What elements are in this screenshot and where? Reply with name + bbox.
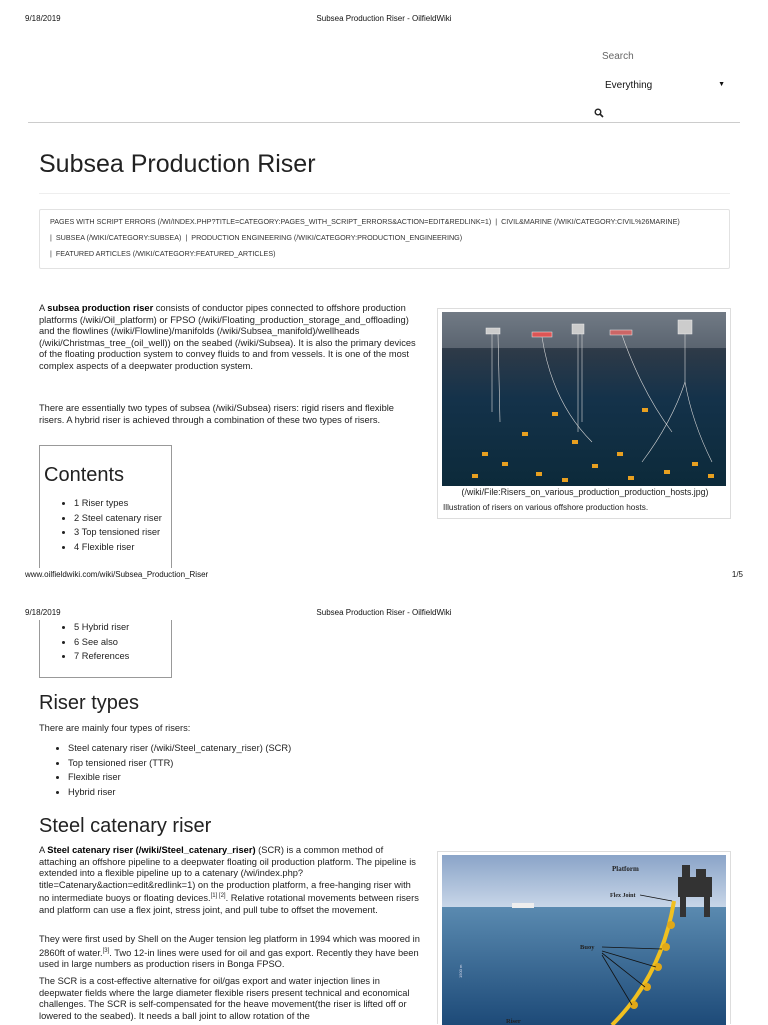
figure-scr [437, 851, 731, 1024]
toc-item[interactable]: • 4 Flexible riser [74, 540, 162, 555]
category-link[interactable]: CIVIL&MARINE (/WIKI/CATEGORY:CIVIL%26MARINE) [501, 217, 680, 226]
scr-text: A [39, 845, 48, 855]
toc-item[interactable]: • 7 References [74, 649, 129, 664]
scr-bold-link[interactable]: Steel catenary riser (/wiki/Steel_catenary_riser) [47, 845, 256, 855]
header-divider [28, 122, 740, 123]
print-title: Subsea Production Riser - OilfieldWiki [316, 14, 452, 23]
list-item: • Top tensioned riser (TTR) [68, 756, 291, 771]
page-number: 1/5 [731, 570, 743, 579]
search-input[interactable]: Search [602, 51, 634, 62]
toc-item[interactable]: • 5 Hybrid riser [74, 620, 129, 635]
list-item: • Steel catenary riser (/wiki/Steel_catenary_riser) (SCR) [68, 741, 291, 756]
citation[interactable]: [1] [2] [210, 893, 226, 900]
print-date: 9/18/2019 [25, 608, 61, 617]
figure-label-platform: Platform [612, 865, 639, 873]
scr-paragraph-3: The SCR is a cost-effective alternative for oil/gas export and water injection lines in deepwater fields where the large diameter flexible risers present technical and economical challenges. The SCR is self-compensated for the heave movement(the riser is lifted off or lowered to the seabed). It needs a ball joint to allow rotation of the [39, 976, 410, 1021]
print-title: Subsea Production Riser - OilfieldWiki [316, 608, 452, 617]
print-url: www.oilfieldwiki.com/wiki/Subsea_Production_Riser [25, 570, 209, 579]
intro-text: A [39, 303, 48, 313]
intro-text: consists of conductor pipes connected to offshore production platforms (/wiki/Oil_platform) or FPSO (/wiki/Floating_production_storage_and_offloading) and the flowlines (/wiki/Flowline)/manifolds (/wiki/Subsea_manifold)/wellheads (/wiki/Christmas_tree_(oil_well)) on the seabed (/wiki/Subsea). It is also the primary devices of the floating production system to convey fluids to and from vessels. It is one of the most complex aspects of a deepwater production system. [39, 303, 416, 371]
toc-item[interactable]: • 1 Riser types [74, 496, 162, 511]
intro-bold-term: subsea production riser [47, 303, 154, 313]
section-heading-scr: Steel catenary riser [39, 815, 212, 837]
category-box: PAGES WITH SCRIPT ERRORS (/WI/INDEX.PHP?TITLE=CATEGORY:PAGES_WITH_SCRIPT_ERRORS&ACTION=EDIT&REDLINK=1) | CIVIL&MARINE (/WIKI/CATEGORY:CIVIL%26MARINE) | SUBSEA (/WIKI/CATEGORY:SUBSEA) | PRODUCTION ENGINEERING (/WIKI/CATEGORY:PRODUCTION_ENGINEERING) | FEATURED ARTICLES (/WIKI/CATEGORY:FEATURED_ARTICLES) [39, 209, 730, 269]
title-divider [39, 193, 730, 194]
scr-text: . Two 12-in lines were used for oil and gas export. Recently they have been used in large numbers as production risers in Bonga FPSO. [39, 947, 419, 970]
section-heading-riser-types: Riser types [39, 692, 140, 714]
scope-select-value: Everything [605, 80, 653, 91]
figure-label-depth: 1500 m [458, 964, 463, 978]
list-item: • Flexible riser [68, 770, 291, 785]
category-link[interactable]: PRODUCTION ENGINEERING (/WIKI/CATEGORY:PRODUCTION_ENGINEERING) [191, 233, 463, 242]
scr-text: . Relative rotational movements between risers and platform can use a flex joint, stress joint, and pull tube to offset the movement. [39, 893, 419, 916]
list-item: • Hybrid riser [68, 785, 291, 800]
scr-paragraph-1 [39, 845, 423, 917]
table-of-contents-continued [39, 620, 172, 678]
riser-types-list [50, 741, 291, 800]
category-link[interactable]: FEATURED ARTICLES (/WIKI/CATEGORY:FEATURED_ARTICLES) [55, 249, 276, 258]
riser-types-intro: There are mainly four types of risers: [39, 723, 191, 733]
figure-link[interactable]: (/wiki/File:Risers_on_various_production_production_hosts.jpg) [461, 487, 709, 497]
riser-types-paragraph: There are essentially two types of subsea (/wiki/Subsea) risers: rigid risers and flexible risers. A hybrid riser is achieved through a combination of these two types of risers. [39, 403, 394, 425]
category-link[interactable]: PAGES WITH SCRIPT ERRORS (/WI/INDEX.PHP?TITLE=CATEGORY:PAGES_WITH_SCRIPT_ERRORS&ACTION=EDIT&REDLINK=1) [50, 217, 492, 226]
category-link[interactable]: SUBSEA (/WIKI/CATEGORY:SUBSEA) [55, 233, 182, 242]
figure-label-flex-joint: Flex Joint [610, 893, 636, 899]
scr-paragraph-2 [39, 934, 423, 971]
figure-risers [437, 308, 731, 519]
intro-paragraph [39, 303, 421, 373]
scr-text: They were first used by Shell on the Auger tension leg platform in 1994 which was moored in 2860ft of water. [39, 934, 420, 958]
search-icon[interactable] [594, 105, 604, 115]
toc-item[interactable]: • 3 Top tensioned riser [74, 525, 162, 540]
chevron-down-icon: ▼ [718, 81, 725, 88]
contents-title: Contents [44, 464, 125, 486]
toc-item[interactable]: • 2 Steel catenary riser [74, 511, 162, 526]
table-of-contents [39, 445, 172, 568]
scope-select[interactable] [605, 80, 727, 91]
citation[interactable]: [3] [102, 947, 110, 954]
print-date: 9/18/2019 [25, 14, 61, 23]
figure-label-buoy: Buoy [580, 944, 595, 951]
figure-label-riser: Riser [506, 1018, 521, 1025]
scr-illustration [442, 855, 726, 1025]
scr-text: (SCR) is a common method of attaching an offshore pipeline to a deepwater floating oil production platform. The pipeline is extended into a flexible pipeline up to a catenary (/wi/index.php?title=Catenary&action=edit&redlink=1) on the production platform, a free-hanging riser with no intermediate buoys or floating devices. [39, 845, 416, 904]
toc-item[interactable]: • 6 See also [74, 635, 129, 650]
figure-caption: Illustration of risers on various offshore production hosts. [443, 503, 649, 512]
risers-illustration [442, 312, 726, 486]
page-title: Subsea Production Riser [39, 150, 316, 178]
